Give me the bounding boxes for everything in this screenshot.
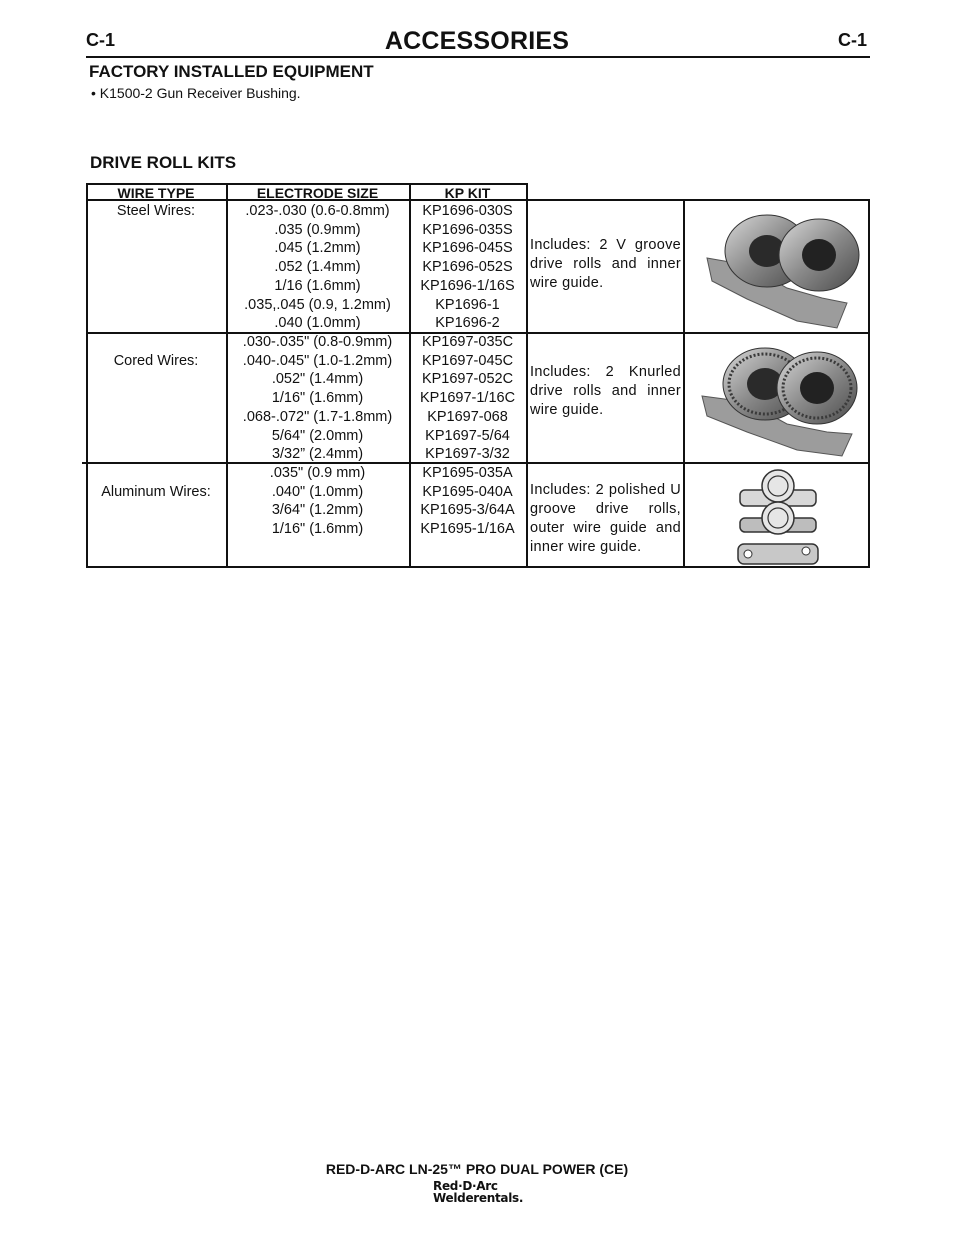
table-cell: .040 (1.0mm) <box>274 315 361 332</box>
red-d-arc-logo <box>433 1180 523 1204</box>
table-cell: 3/32” (2.4mm) <box>271 446 364 463</box>
table-cell: KP1696-1 <box>435 296 500 313</box>
table-line <box>868 199 870 568</box>
table-cell: KP1696-030S <box>422 203 513 219</box>
table-line <box>86 566 870 568</box>
footer-product: RED-D-ARC LN-25™ PRO DUAL POWER (CE) <box>325 1161 629 1177</box>
table-cell: KP1696-2 <box>435 315 500 332</box>
header-wire-type: WIRE TYPE <box>117 185 195 201</box>
table-cell: KP1696-035S <box>422 221 513 238</box>
electrode-sizes-cored <box>226 333 409 464</box>
table-cell: .040" (1.0mm) <box>271 483 364 500</box>
table-cell: KP1696-052S <box>422 259 513 276</box>
logo-line-1: Red·D·Arc <box>433 1179 498 1193</box>
table-cell: .023-.030 (0.6-0.8mm) <box>245 203 390 219</box>
kp-kits-cored <box>409 333 526 464</box>
table-cell: .035 (0.9mm) <box>274 221 361 238</box>
includes-cored: Includes: 2 Knurled drive rolls and inner wire guide. <box>530 364 681 418</box>
table-cell: .030-.035" (0.8-0.9mm) <box>242 334 393 350</box>
table-cell: KP1697-045C <box>421 352 514 369</box>
electrode-sizes-steel <box>226 202 409 333</box>
table-cell: .052 (1.4mm) <box>274 259 361 276</box>
table-cell: 1/16" (1.6mm) <box>271 390 364 407</box>
table-cell: .035" (0.9 mm) <box>269 465 366 481</box>
table-cell: .068-.072" (1.7-1.8mm) <box>242 408 393 425</box>
v-groove-drive-roll-kit-photo <box>687 203 866 331</box>
logo-line-2: Welderentals. <box>433 1191 524 1205</box>
table-cell: KP1697-052C <box>421 371 514 388</box>
table-line <box>526 183 528 568</box>
page-label-right: C-1 <box>838 30 868 50</box>
wire-type-steel: Steel Wires: <box>116 203 196 219</box>
table-cell: .045 (1.2mm) <box>274 240 361 257</box>
wire-type-cored: Cored Wires: <box>113 353 199 369</box>
table-cell: KP1696-1/16S <box>420 277 515 294</box>
table-cell: KP1695-3/64A <box>420 502 515 519</box>
table-cell: KP1696-045S <box>422 240 513 257</box>
table-cell: 5/64" (2.0mm) <box>271 427 364 444</box>
table-cell: KP1697-1/16C <box>419 390 516 407</box>
table-cell: 3/64" (1.2mm) <box>271 502 364 519</box>
table-cell: .052" (1.4mm) <box>271 371 364 388</box>
includes-aluminum: Includes: 2 polished U groove drive rolls, outer wire guide and inner wire guide. <box>530 482 681 555</box>
u-groove-drive-roll-kit-drawing <box>728 466 828 566</box>
table-cell: KP1697-3/32 <box>425 446 510 463</box>
title-rule <box>86 56 870 58</box>
electrode-sizes-aluminum <box>226 464 409 539</box>
table-cell: KP1697-035C <box>421 334 514 350</box>
table-cell: KP1697-068 <box>427 408 508 425</box>
table-cell: .035,.045 (0.9, 1.2mm) <box>244 296 391 313</box>
drive-roll-heading: DRIVE ROLL KITS <box>90 153 237 172</box>
table-cell: .040-.045" (1.0-1.2mm) <box>242 352 393 369</box>
kp-kits-steel <box>409 202 526 333</box>
table-cell: KP1695-035A <box>422 465 513 481</box>
header-electrode-size: ELECTRODE SIZE <box>256 185 379 201</box>
page-title: ACCESSORIES <box>384 27 570 55</box>
page-label-left: C-1 <box>86 30 116 50</box>
table-line <box>86 183 88 568</box>
wire-type-aluminum: Aluminum Wires: <box>101 484 211 500</box>
header-kp-kit: KP KIT <box>444 185 491 201</box>
table-line <box>683 199 685 568</box>
table-cell: KP1695-1/16A <box>420 521 515 538</box>
table-cell: KP1695-040A <box>422 483 513 500</box>
includes-steel: Includes: 2 V groove drive rolls and inner wire guide. <box>530 237 681 291</box>
factory-heading: FACTORY INSTALLED EQUIPMENT <box>89 62 374 81</box>
kp-kits-aluminum <box>409 464 526 539</box>
knurled-drive-roll-kit-photo <box>687 336 866 460</box>
table-cell: 1/16" (1.6mm) <box>271 521 364 538</box>
factory-bullet: • K1500-2 Gun Receiver Bushing. <box>91 85 301 101</box>
table-cell: KP1697-5/64 <box>425 427 510 444</box>
table-cell: 1/16 (1.6mm) <box>274 277 361 294</box>
